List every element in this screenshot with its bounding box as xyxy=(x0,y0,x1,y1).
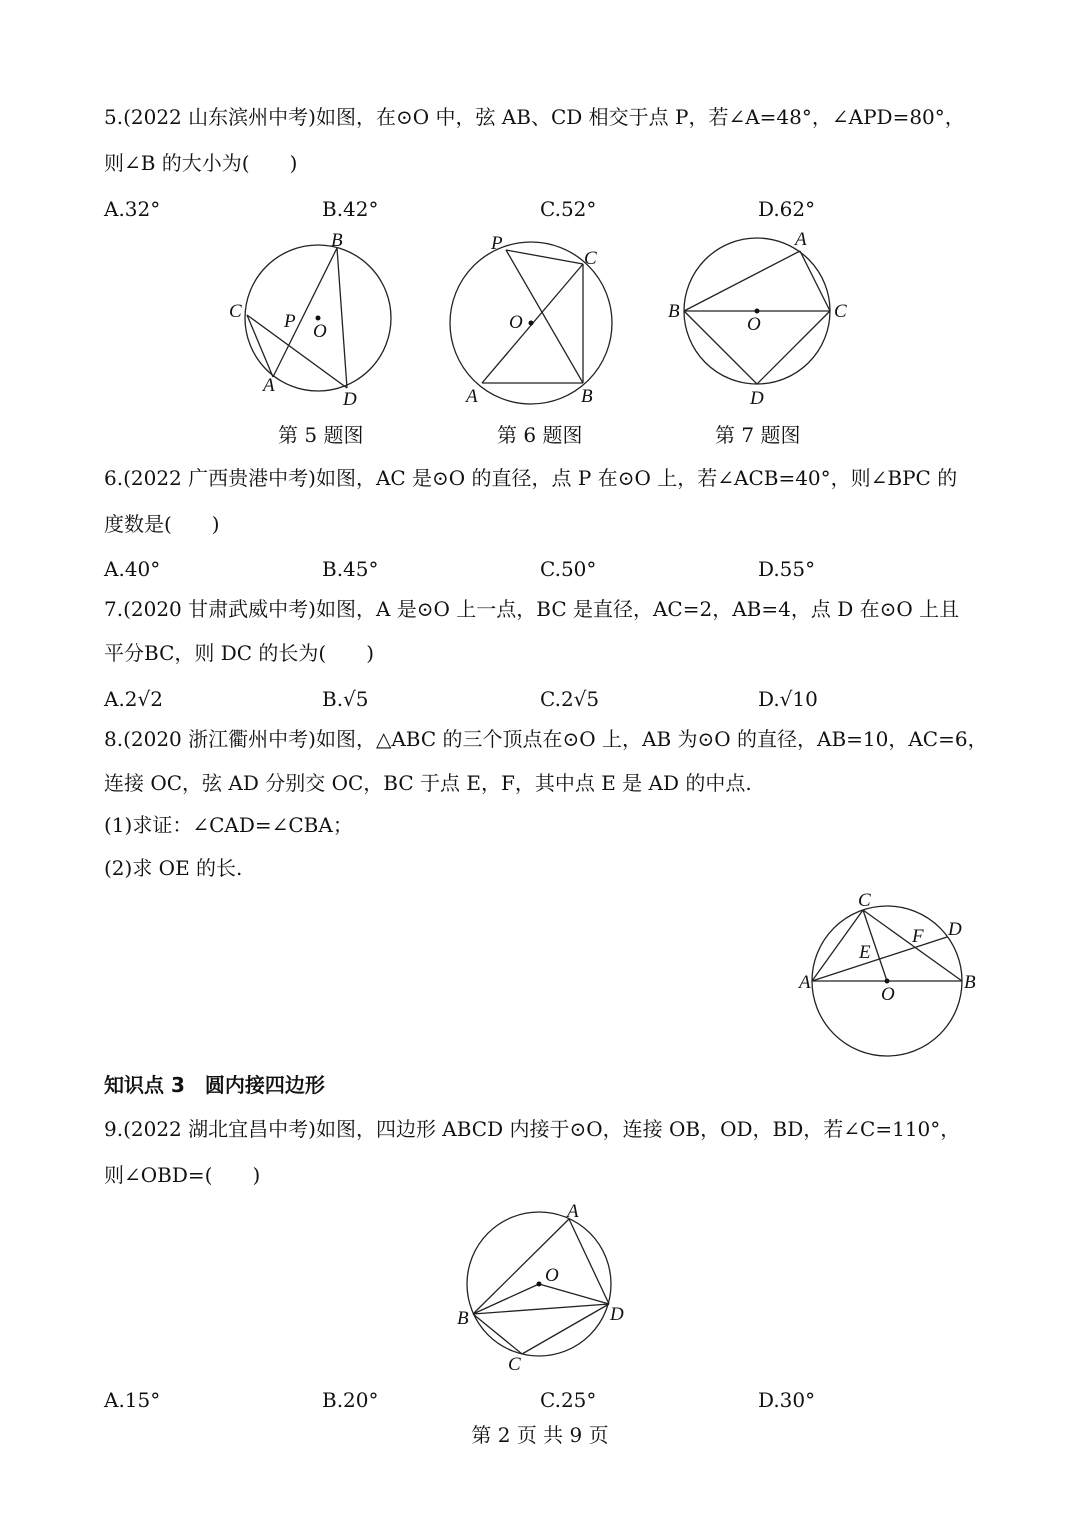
fig6-label-b: B xyxy=(581,386,593,407)
fig5-label-p: P xyxy=(284,311,296,332)
fig6-label-c: C xyxy=(584,248,597,269)
fig9-label-o: O xyxy=(545,1265,559,1286)
q7-line-2: 平分BC，则 DC 的长为( ) xyxy=(104,641,375,665)
page-footer: 第 2 页 共 9 页 xyxy=(471,1423,609,1447)
fig5-label-c: C xyxy=(229,301,242,322)
q5-line-2: 则∠B 的大小为( ) xyxy=(104,151,298,175)
q9-option-c: C.25° xyxy=(540,1388,597,1412)
q5-line-1: 5.(2022 山东滨州中考)如图，在⊙O 中，弦 AB、CD 相交于点 P，若∠A=48°，∠APD=80°， xyxy=(104,105,965,129)
fig9-seg-bd xyxy=(473,1304,609,1314)
fig5-label-b: B xyxy=(331,230,343,251)
fig9-seg-bc xyxy=(473,1314,522,1354)
q6-option-d: D.55° xyxy=(758,557,816,581)
q6-option-c: C.50° xyxy=(540,557,597,581)
fig6-label-o: O xyxy=(509,312,523,333)
q7-line-1: 7.(2020 甘肃武威中考)如图，A 是⊙O 上一点，BC 是直径，AC=2，AB=4，点 D 在⊙O 上且 xyxy=(104,597,960,621)
caption-figure-7: 第 7 题图 xyxy=(715,423,801,447)
fig9-seg-od xyxy=(539,1284,609,1304)
fig8-label-d: D xyxy=(948,919,962,940)
fig8-label-o: O xyxy=(881,984,895,1005)
fig8-label-b: B xyxy=(964,972,976,993)
section-heading: 知识点 3 圆内接四边形 xyxy=(104,1073,325,1097)
q6-line-1: 6.(2022 广西贵港中考)如图，AC 是⊙O 的直径，点 P 在⊙O 上，若∠ACB=40°，则∠BPC 的 xyxy=(104,466,958,490)
q5-option-b: B.42° xyxy=(322,197,379,221)
fig9-center-dot xyxy=(537,1282,542,1287)
q9-option-a: A.15° xyxy=(104,1388,161,1412)
q5-option-c: C.52° xyxy=(540,197,597,221)
q9-line-1: 9.(2022 湖北宜昌中考)如图，四边形 ABCD 内接于⊙O，连接 OB，OD，BD，若∠C=110°， xyxy=(104,1117,961,1141)
fig5-label-o: O xyxy=(313,321,327,342)
fig9-label-a: A xyxy=(567,1201,579,1222)
q5-option-d: D.62° xyxy=(758,197,816,221)
fig8-label-f: F xyxy=(912,926,924,947)
q8-line-2: 连接 OC，弦 AD 分别交 OC，BC 于点 E，F，其中点 E 是 AD 的中点. xyxy=(104,771,752,795)
fig9-label-c: C xyxy=(508,1354,521,1375)
caption-figure-5: 第 5 题图 xyxy=(278,423,364,447)
fig9-label-d: D xyxy=(610,1304,624,1325)
fig7-label-a: A xyxy=(795,229,807,250)
q7-option-a: A.2√2 xyxy=(104,687,163,711)
q9-option-b: B.20° xyxy=(322,1388,379,1412)
caption-figure-6: 第 6 题图 xyxy=(497,423,583,447)
fig7-label-b: B xyxy=(668,301,680,322)
q7-option-b: B.√5 xyxy=(322,687,369,711)
fig8-label-c: C xyxy=(858,890,871,911)
q8-part-1: (1)求证：∠CAD=∠CBA； xyxy=(104,813,353,837)
q9-line-2: 则∠OBD=( ) xyxy=(104,1163,261,1187)
q7-option-d: D.√10 xyxy=(758,687,818,711)
q5-option-a: A.32° xyxy=(104,197,161,221)
fig7-label-c: C xyxy=(834,301,847,322)
q8-line-1: 8.(2020 浙江衢州中考)如图，△ABC 的三个顶点在⊙O 上，AB 为⊙O 的直径，AB=10，AC=6， xyxy=(104,727,988,751)
q8-part-2: (2)求 OE 的长. xyxy=(104,856,243,880)
q6-option-a: A.40° xyxy=(104,557,161,581)
fig6-label-p: P xyxy=(491,233,503,254)
q7-option-c: C.2√5 xyxy=(540,687,600,711)
fig5-label-d: D xyxy=(343,389,357,410)
fig7-label-d: D xyxy=(750,388,764,409)
fig8-label-a: A xyxy=(799,972,811,993)
fig5-label-a: A xyxy=(263,375,275,396)
fig9-label-b: B xyxy=(457,1308,469,1329)
q9-option-d: D.30° xyxy=(758,1388,816,1412)
fig6-label-a: A xyxy=(466,386,478,407)
fig8-label-e: E xyxy=(859,942,871,963)
q6-line-2: 度数是( ) xyxy=(104,512,220,536)
fig7-label-o: O xyxy=(747,314,761,335)
q6-option-b: B.45° xyxy=(322,557,379,581)
